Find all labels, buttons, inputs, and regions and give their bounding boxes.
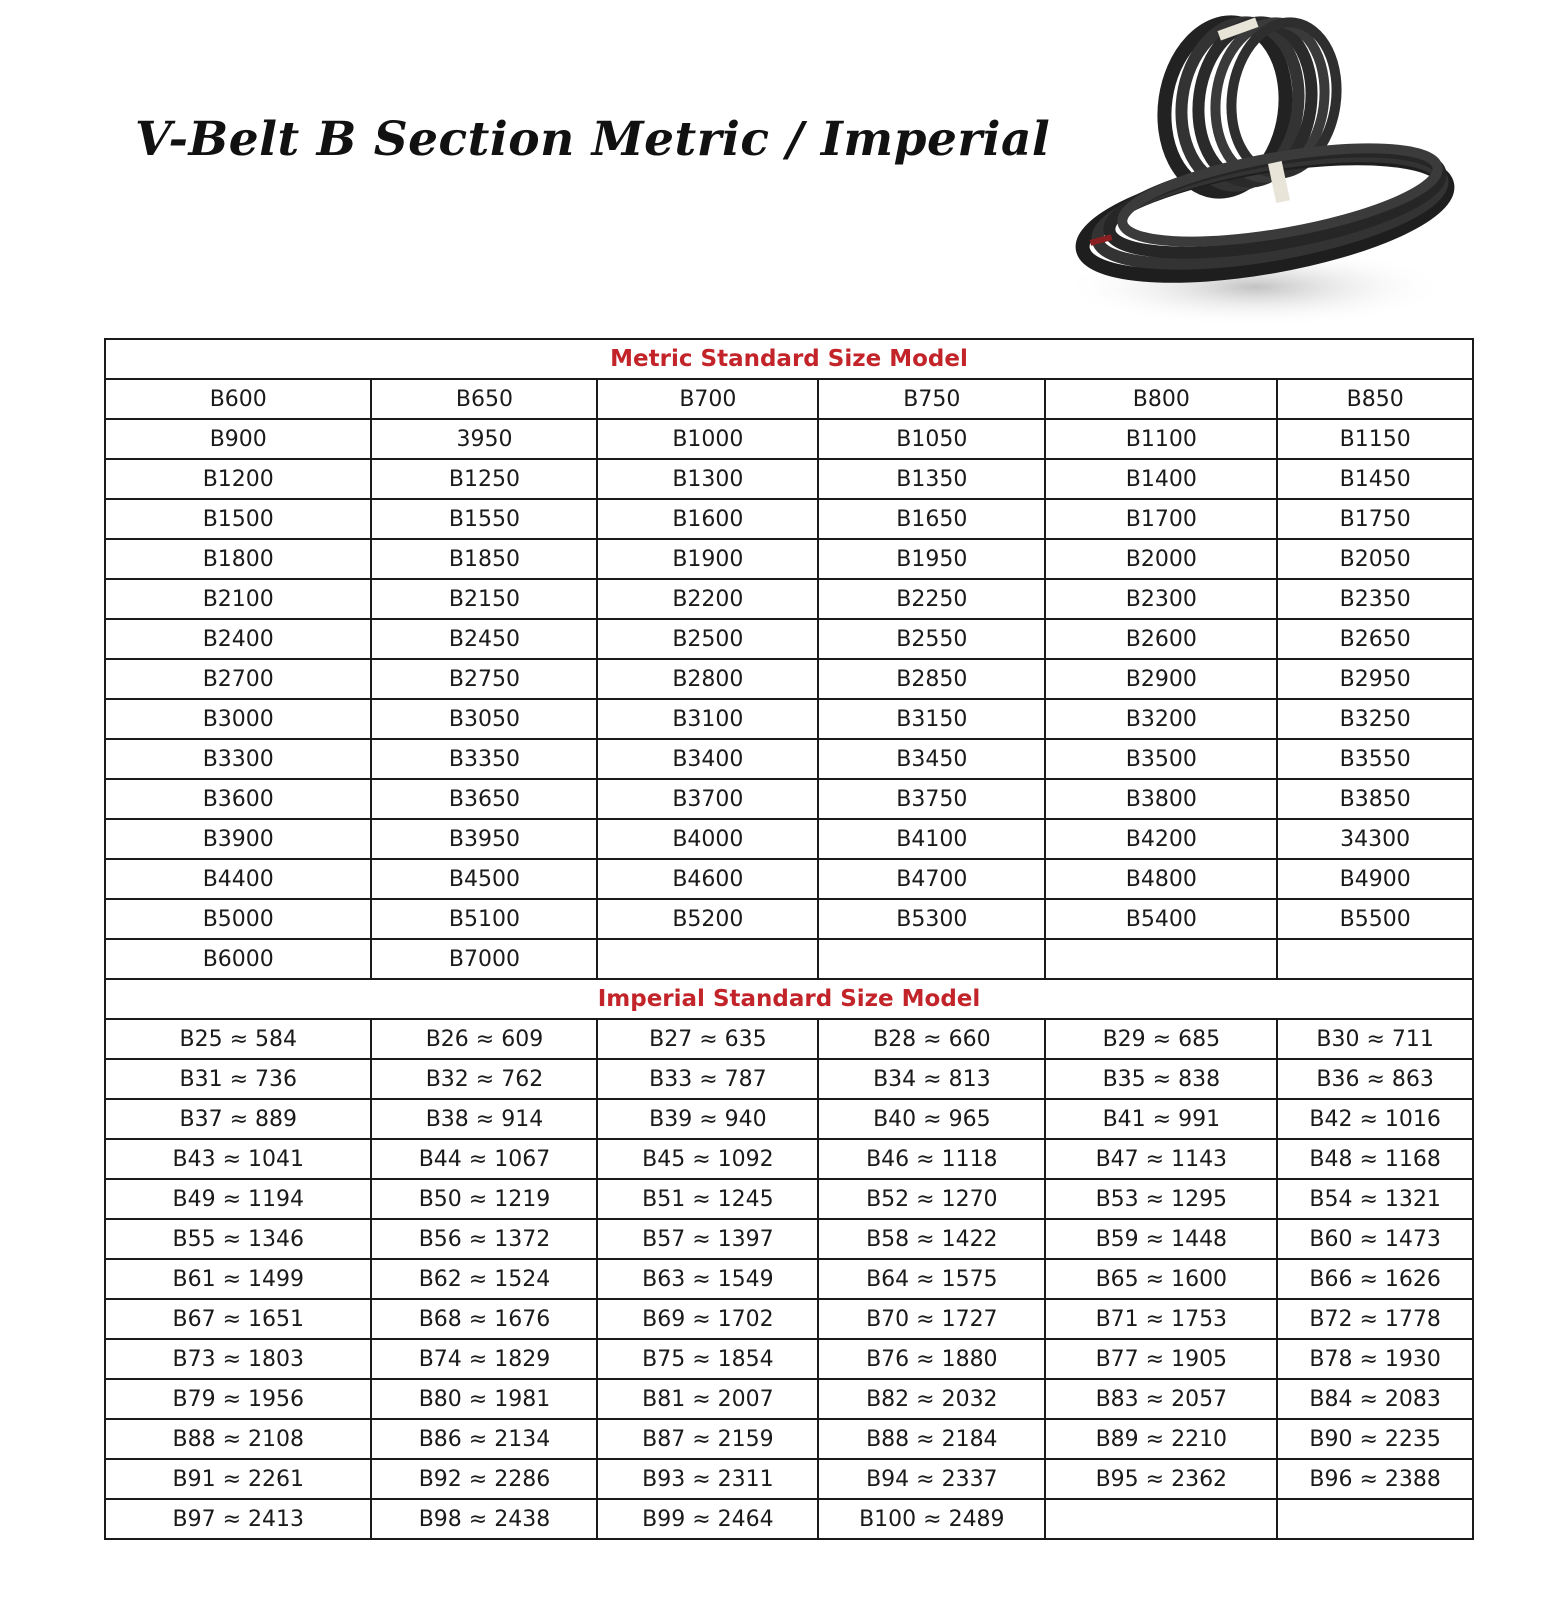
table-cell: B1350	[818, 459, 1045, 499]
table-row	[105, 1379, 1473, 1419]
table-cell: B5000	[105, 899, 371, 939]
table-cell: B28 ≈ 660	[818, 1019, 1045, 1059]
table-row	[105, 1019, 1473, 1059]
table-cell: B38 ≈ 914	[371, 1099, 597, 1139]
table-cell: B63 ≈ 1549	[597, 1259, 818, 1299]
table-cell: B3750	[818, 779, 1045, 819]
table-cell: B43 ≈ 1041	[105, 1139, 371, 1179]
table-cell: B57 ≈ 1397	[597, 1219, 818, 1259]
table-cell: B3950	[371, 819, 597, 859]
table-cell: B2600	[1045, 619, 1277, 659]
table-cell: B30 ≈ 711	[1277, 1019, 1473, 1059]
table-cell: B1400	[1045, 459, 1277, 499]
table-cell: B92 ≈ 2286	[371, 1459, 597, 1499]
table-cell: B2750	[371, 659, 597, 699]
size-table	[104, 338, 1474, 1540]
table-row	[105, 699, 1473, 739]
table-cell: B3050	[371, 699, 597, 739]
table-cell: B46 ≈ 1118	[818, 1139, 1045, 1179]
table-row	[105, 1139, 1473, 1179]
table-cell: B94 ≈ 2337	[818, 1459, 1045, 1499]
table-cell: B4000	[597, 819, 818, 859]
table-cell: B76 ≈ 1880	[818, 1339, 1045, 1379]
table-cell: B78 ≈ 1930	[1277, 1339, 1473, 1379]
table-cell: B3650	[371, 779, 597, 819]
table-cell: B62 ≈ 1524	[371, 1259, 597, 1299]
table-cell: B26 ≈ 609	[371, 1019, 597, 1059]
table-cell: B4500	[371, 859, 597, 899]
table-cell	[1045, 1499, 1277, 1539]
table-cell: B3200	[1045, 699, 1277, 739]
table-cell: B4100	[818, 819, 1045, 859]
table-cell: B1550	[371, 499, 597, 539]
table-cell: B3350	[371, 739, 597, 779]
table-cell: B40 ≈ 965	[818, 1099, 1045, 1139]
table-cell: B2700	[105, 659, 371, 699]
table-cell: B1850	[371, 539, 597, 579]
table-cell: B3250	[1277, 699, 1473, 739]
table-cell: B1150	[1277, 419, 1473, 459]
table-cell: B29 ≈ 685	[1045, 1019, 1277, 1059]
table-cell: B45 ≈ 1092	[597, 1139, 818, 1179]
table-row	[105, 739, 1473, 779]
table-cell: B25 ≈ 584	[105, 1019, 371, 1059]
table-cell: B32 ≈ 762	[371, 1059, 597, 1099]
table-cell: B97 ≈ 2413	[105, 1499, 371, 1539]
table-cell: B1000	[597, 419, 818, 459]
table-cell: B5300	[818, 899, 1045, 939]
table-cell: B37 ≈ 889	[105, 1099, 371, 1139]
table-cell	[1277, 939, 1473, 979]
table-cell: B2650	[1277, 619, 1473, 659]
table-cell	[1277, 1499, 1473, 1539]
table-cell: B88 ≈ 2184	[818, 1419, 1045, 1459]
table-cell: B5100	[371, 899, 597, 939]
table-cell: B2100	[105, 579, 371, 619]
table-cell: B72 ≈ 1778	[1277, 1299, 1473, 1339]
table-cell: B58 ≈ 1422	[818, 1219, 1045, 1259]
table-cell: B80 ≈ 1981	[371, 1379, 597, 1419]
table-cell: B39 ≈ 940	[597, 1099, 818, 1139]
table-cell: B1900	[597, 539, 818, 579]
table-cell: B31 ≈ 736	[105, 1059, 371, 1099]
table-cell: B73 ≈ 1803	[105, 1339, 371, 1379]
table-cell: B93 ≈ 2311	[597, 1459, 818, 1499]
table-cell: B69 ≈ 1702	[597, 1299, 818, 1339]
table-cell: B3450	[818, 739, 1045, 779]
table-cell: B2000	[1045, 539, 1277, 579]
table-cell: B98 ≈ 2438	[371, 1499, 597, 1539]
table-cell: B68 ≈ 1676	[371, 1299, 597, 1339]
table-cell: B87 ≈ 2159	[597, 1419, 818, 1459]
table-cell: B91 ≈ 2261	[105, 1459, 371, 1499]
table-row	[105, 379, 1473, 419]
table-cell: B71 ≈ 1753	[1045, 1299, 1277, 1339]
table-row	[105, 419, 1473, 459]
table-cell: 34300	[1277, 819, 1473, 859]
table-cell: B2400	[105, 619, 371, 659]
table-cell: B4700	[818, 859, 1045, 899]
table-row	[105, 1219, 1473, 1259]
imperial-header-row	[105, 979, 1473, 1019]
table-cell	[1045, 939, 1277, 979]
table-cell: B800	[1045, 379, 1277, 419]
table-cell: B1600	[597, 499, 818, 539]
table-cell: B4900	[1277, 859, 1473, 899]
table-row	[105, 1419, 1473, 1459]
table-cell: B49 ≈ 1194	[105, 1179, 371, 1219]
metric-section-header: Metric Standard Size Model	[105, 339, 1473, 379]
table-cell: B6000	[105, 939, 371, 979]
table-cell: B1450	[1277, 459, 1473, 499]
table-row	[105, 859, 1473, 899]
table-cell: B2350	[1277, 579, 1473, 619]
table-cell: B79 ≈ 1956	[105, 1379, 371, 1419]
table-cell: B67 ≈ 1651	[105, 1299, 371, 1339]
table-cell: B2850	[818, 659, 1045, 699]
table-cell: B99 ≈ 2464	[597, 1499, 818, 1539]
table-cell: B50 ≈ 1219	[371, 1179, 597, 1219]
table-cell: B41 ≈ 991	[1045, 1099, 1277, 1139]
table-cell: B1250	[371, 459, 597, 499]
table-cell: B850	[1277, 379, 1473, 419]
table-cell: B3850	[1277, 779, 1473, 819]
table-cell: B4400	[105, 859, 371, 899]
table-cell: B89 ≈ 2210	[1045, 1419, 1277, 1459]
table-row	[105, 1259, 1473, 1299]
table-cell: B61 ≈ 1499	[105, 1259, 371, 1299]
table-cell: B3000	[105, 699, 371, 739]
table-cell: B1300	[597, 459, 818, 499]
table-cell: B2050	[1277, 539, 1473, 579]
table-cell: 3950	[371, 419, 597, 459]
table-cell: B1500	[105, 499, 371, 539]
table-cell	[818, 939, 1045, 979]
table-cell: B2300	[1045, 579, 1277, 619]
table-row	[105, 779, 1473, 819]
table-cell: B4800	[1045, 859, 1277, 899]
table-cell: B2450	[371, 619, 597, 659]
table-row	[105, 939, 1473, 979]
table-cell: B83 ≈ 2057	[1045, 1379, 1277, 1419]
table-cell: B2800	[597, 659, 818, 699]
table-cell: B35 ≈ 838	[1045, 1059, 1277, 1099]
table-cell: B86 ≈ 2134	[371, 1419, 597, 1459]
table-cell: B2950	[1277, 659, 1473, 699]
table-row	[105, 1099, 1473, 1139]
table-cell: B96 ≈ 2388	[1277, 1459, 1473, 1499]
table-cell: B77 ≈ 1905	[1045, 1339, 1277, 1379]
table-row	[105, 1459, 1473, 1499]
table-row	[105, 579, 1473, 619]
table-row	[105, 539, 1473, 579]
table-row	[105, 1059, 1473, 1099]
table-row	[105, 619, 1473, 659]
table-cell: B3600	[105, 779, 371, 819]
table-cell: B53 ≈ 1295	[1045, 1179, 1277, 1219]
page-title: V-Belt B Section Metric / Imperial	[135, 112, 1051, 167]
table-cell: B1050	[818, 419, 1045, 459]
table-cell: B600	[105, 379, 371, 419]
table-cell: B2550	[818, 619, 1045, 659]
table-cell: B2250	[818, 579, 1045, 619]
table-cell: B47 ≈ 1143	[1045, 1139, 1277, 1179]
table-cell: B1800	[105, 539, 371, 579]
table-cell: B2500	[597, 619, 818, 659]
table-row	[105, 499, 1473, 539]
table-row	[105, 459, 1473, 499]
table-cell: B1750	[1277, 499, 1473, 539]
table-cell: B27 ≈ 635	[597, 1019, 818, 1059]
table-cell: B3100	[597, 699, 818, 739]
table-row	[105, 899, 1473, 939]
table-row	[105, 1339, 1473, 1379]
table-cell: B5400	[1045, 899, 1277, 939]
table-cell: B5500	[1277, 899, 1473, 939]
table-cell: B52 ≈ 1270	[818, 1179, 1045, 1219]
table-cell	[597, 939, 818, 979]
v-belt-coil-photo-icon	[1050, 12, 1460, 332]
table-cell: B3900	[105, 819, 371, 859]
table-cell: B2150	[371, 579, 597, 619]
table-cell: B70 ≈ 1727	[818, 1299, 1045, 1339]
table-cell: B7000	[371, 939, 597, 979]
table-cell: B75 ≈ 1854	[597, 1339, 818, 1379]
table-cell: B650	[371, 379, 597, 419]
table-cell: B36 ≈ 863	[1277, 1059, 1473, 1099]
table-cell: B900	[105, 419, 371, 459]
imperial-section-header: Imperial Standard Size Model	[105, 979, 1473, 1019]
table-row	[105, 819, 1473, 859]
table-cell: B81 ≈ 2007	[597, 1379, 818, 1419]
table-cell: B3500	[1045, 739, 1277, 779]
table-cell: B48 ≈ 1168	[1277, 1139, 1473, 1179]
table-cell: B4600	[597, 859, 818, 899]
table-cell: B60 ≈ 1473	[1277, 1219, 1473, 1259]
table-cell: B1700	[1045, 499, 1277, 539]
table-cell: B90 ≈ 2235	[1277, 1419, 1473, 1459]
table-cell: B64 ≈ 1575	[818, 1259, 1045, 1299]
table-cell: B74 ≈ 1829	[371, 1339, 597, 1379]
table-cell: B2200	[597, 579, 818, 619]
table-cell: B88 ≈ 2108	[105, 1419, 371, 1459]
table-cell: B33 ≈ 787	[597, 1059, 818, 1099]
table-cell: B3550	[1277, 739, 1473, 779]
table-cell: B56 ≈ 1372	[371, 1219, 597, 1259]
table-cell: B3800	[1045, 779, 1277, 819]
table-row	[105, 1179, 1473, 1219]
table-cell: B65 ≈ 1600	[1045, 1259, 1277, 1299]
table-cell: B4200	[1045, 819, 1277, 859]
table-cell: B700	[597, 379, 818, 419]
table-cell: B3150	[818, 699, 1045, 739]
table-cell: B3700	[597, 779, 818, 819]
table-cell: B95 ≈ 2362	[1045, 1459, 1277, 1499]
table-cell: B34 ≈ 813	[818, 1059, 1045, 1099]
table-row	[105, 1499, 1473, 1539]
table-cell: B1100	[1045, 419, 1277, 459]
table-cell: B44 ≈ 1067	[371, 1139, 597, 1179]
table-cell: B82 ≈ 2032	[818, 1379, 1045, 1419]
metric-header-row	[105, 339, 1473, 379]
table-cell: B1650	[818, 499, 1045, 539]
table-cell: B750	[818, 379, 1045, 419]
table-cell: B100 ≈ 2489	[818, 1499, 1045, 1539]
table-cell: B59 ≈ 1448	[1045, 1219, 1277, 1259]
table-cell: B66 ≈ 1626	[1277, 1259, 1473, 1299]
table-cell: B51 ≈ 1245	[597, 1179, 818, 1219]
table-cell: B5200	[597, 899, 818, 939]
table-cell: B84 ≈ 2083	[1277, 1379, 1473, 1419]
table-row	[105, 1299, 1473, 1339]
table-cell: B1200	[105, 459, 371, 499]
table-cell: B3400	[597, 739, 818, 779]
table-cell: B42 ≈ 1016	[1277, 1099, 1473, 1139]
table-cell: B55 ≈ 1346	[105, 1219, 371, 1259]
table-cell: B3300	[105, 739, 371, 779]
table-row	[105, 659, 1473, 699]
table-cell: B1950	[818, 539, 1045, 579]
table-cell: B2900	[1045, 659, 1277, 699]
table-cell: B54 ≈ 1321	[1277, 1179, 1473, 1219]
